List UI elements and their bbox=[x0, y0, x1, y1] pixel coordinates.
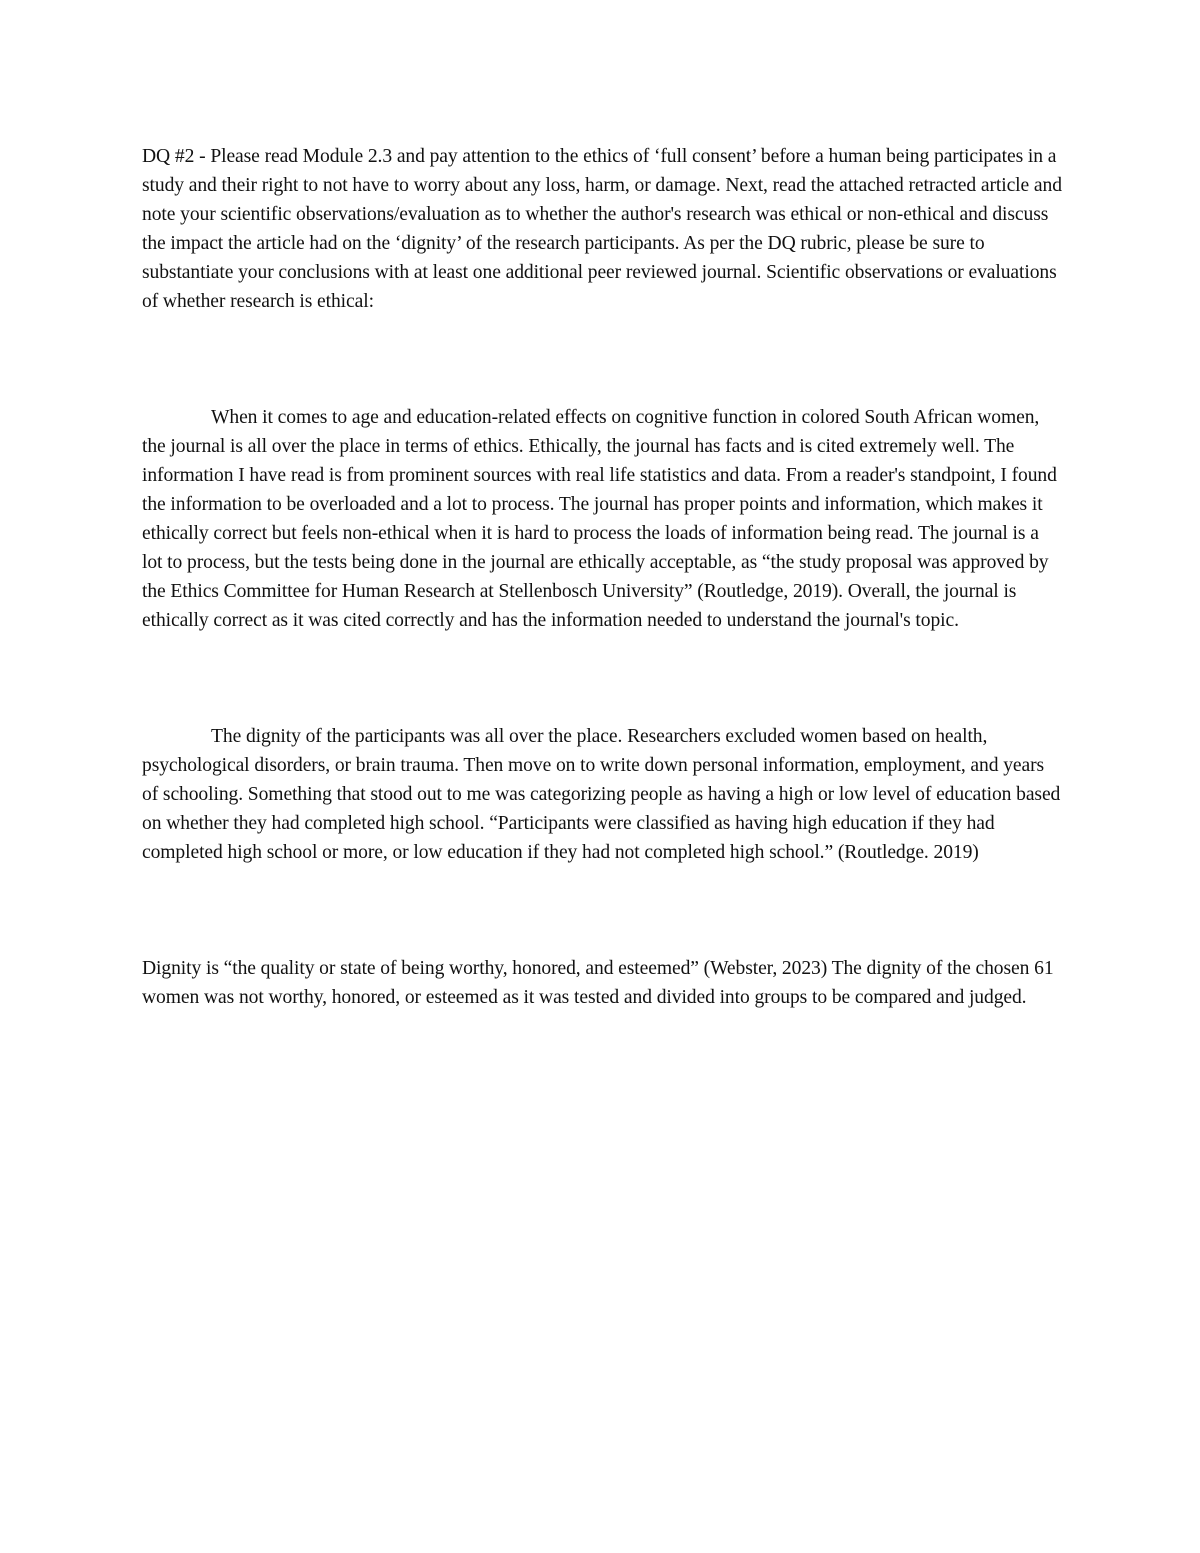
ethics-paragraph: When it comes to age and education-related effects on cognitive function in colored South African women, the journal is all over the place in terms of ethics. Ethically, the journal has facts and is cited extremely well. The information I have read is from prominent sources with real life statistics and data. From a reader's standpoint, I found the information to be overloaded and a lot to process. The journal has proper points and information, which makes it ethically correct but feels non-ethical when it is hard to process the loads of information being read. The journal is a lot to process, but the tests being done in the journal are ethically acceptable, as “the study proposal was approved by the Ethics Committee for Human Research at Stellenbosch University” (Routledge, 2019). Overall, the journal is ethically correct as it was cited correctly and has the information needed to understand the journal's topic. bbox=[142, 407, 1057, 631]
definition-paragraph: Dignity is “the quality or state of being worthy, honored, and esteemed” (Webster, 2023) The dignity of the chosen 61 women was not worthy, honored, or esteemed as it was tested and divided into groups to be compared and judged. bbox=[142, 958, 1054, 1008]
document-body bbox=[142, 142, 1062, 1012]
paragraph-spacer bbox=[142, 867, 1062, 954]
paragraph-spacer bbox=[142, 635, 1062, 722]
paragraph-spacer bbox=[142, 316, 1062, 403]
prompt-paragraph: DQ #2 - Please read Module 2.3 and pay attention to the ethics of ‘full consent’ before a human being participates in a study and their right to not have to worry about any loss, harm, or damage. Next, read the attached retracted article and note your scientific observations/evaluation as to whether the author's research was ethical or non-ethical and discuss the impact the article had on the ‘dignity’ of the research participants. As per the DQ rubric, please be sure to substantiate your conclusions with at least one additional peer reviewed journal. Scientific observations or evaluations of whether research is ethical: bbox=[142, 146, 1062, 312]
dignity-paragraph: The dignity of the participants was all over the place. Researchers excluded women based on health, psychological disorders, or brain trauma. Then move on to write down personal information, employment, and years of schooling. Something that stood out to me was categorizing people as having a high or low level of education based on whether they had completed high school. “Participants were classified as having high education if they had completed high school or more, or low education if they had not completed high school.” (Routledge. 2019) bbox=[142, 726, 1061, 863]
